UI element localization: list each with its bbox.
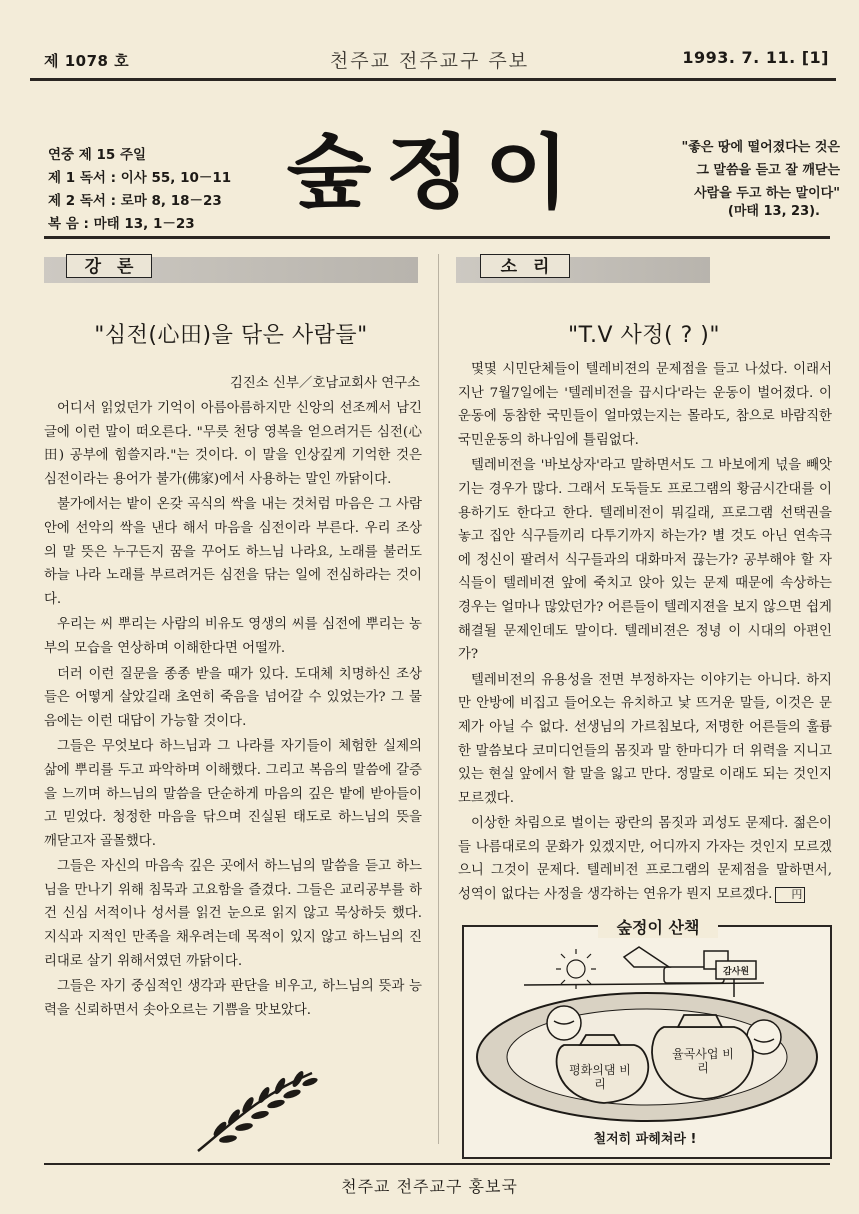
footer-publisher: 천주교 전주교구 홍보국 [341,1177,518,1196]
cartoon-frame [462,925,832,1159]
column-divider [438,254,439,1144]
masthead-rule [44,236,830,239]
footer-rule [44,1163,830,1165]
lecture-byline: 김진소 신부／호남교회사 연구소 [229,376,420,391]
masthead-title: 숲정이 [286,125,584,220]
sun-icon [556,949,596,989]
motto-line-3: 사람을 두고 하는 말이다" [694,186,840,201]
excavator-icon [624,947,728,983]
end-mark: 円 [775,887,805,903]
readings-block [48,144,231,236]
figure-left-icon [547,1006,581,1040]
voice-paragraph: 텔레비전의 유용성을 전면 부정하자는 이야기는 아니다. 하지만 안방에 비집고 들어오는 유치하고 낯 뜨거운 말들, 이것은 문제가 아닐 수 없다. 선생님의 가르침보다, 저명한 어른들의 훌륭한 말씀보다 코미디언들의 몸짓과 말 한마디가 더 위력을 지니고 있는 현실 앞에서 할 말을 잃고 만다. 정말로 이래도 되는 것인지 모르겠다. [458,672,832,806]
header-rule [30,78,836,81]
voice-paragraph: 몇몇 시민단체들이 텔레비젼의 문제점을 들고 나섰다. 이래서 지난 7월7일에는 '텔레비전을 끕시다'라는 운동이 벌어졌다. 이 운동에 동참한 국민들이 얼마였는지는 몰라도, 참으로 바람직한 국민운동의 하나임에 틀림없다. [458,362,832,448]
lecture-paragraph: 더러 이런 질문을 종종 받을 때가 있다. 도대체 치명하신 조상들은 어떻게 살았길래 초연히 죽음을 넘어갈 수 있었는가? 그 물음에는 이런 대답이 가능할 것이다. [44,666,422,729]
lecture-paragraph: 어디서 읽었던가 기억이 아름아름하지만 신앙의 선조께서 남긴 글에 이런 말이 떠오른다. "무릇 천당 영복을 얻으려거든 심전(心田) 공부에 힘쓸지라."는 것이다. 이 말을 인상깊게 기억한 것은 심전이라는 용어가 불가(佛家)에서 사용하는 말인 까닭이다. [44,401,422,487]
lecture-paragraph: 불가에서는 밭이 온갖 곡식의 싹을 내는 것처럼 마음은 그 사람 안에 선악의 싹을 낸다 해서 마음을 심전이라 부른다. 우리 조상의 말 뜻은 누구든지 꿈을 꾸어도 하느님 나라요, 노래를 불러도 하늘 나라 노래를 부르려거든 심전을 닦는 일에 전심하라는 것이다. [44,497,422,607]
voice-paragraph: 텔레비전을 '바보상자'라고 말하면서도 그 바보에게 넋을 빼앗기는 경우가 많다. 그래서 도둑들도 프로그램의 황금시간대를 이용하기도 한다고 한다. 텔레비전이 뭐길래, 프로그램 선택권을 놓고 집안 식구들끼리 다투기까지 하는가? 별 것도 아닌 연속극에 정신이 팔려서 식구들과의 대화마저 끊는가? 공부해야 할 자식들이 텔레비젼 앞에 죽치고 앉아 있는 문제 때문에 속상하는 경우는 얼마나 많았던가? 어른들이 텔레지젼을 보지 않으면 쉽게 해결될 문제인데도 말이다. 텔레비젼은 정녕 이 시대의 아편인가? [458,458,832,663]
issue-date: 1993. 7. 11. [1] [682,48,829,67]
cartoon-title: 숲정이 산책 [598,915,718,938]
motto-line-2: 그 말씀을 듣고 잘 깨닫는 [696,163,840,178]
motto-line-1: "좋은 땅에 떨어졌다는 것은 [681,140,840,155]
lecture-body [44,397,422,1022]
first-reading: 제 1 독서 : 이사 55, 10－11 [48,170,232,186]
voice-last-paragraph-text: 이상한 차림으로 벌이는 광란의 몸짓과 괴성도 문제다. 젊은이들 나름대로의 문화가 있겠지만, 어디까지 가자는 것인지 모르겠으니 그것이 문제다. 텔레비전 프로그램의 문제점을 말하면서, 성역이 없다는 사정을 생각하는 연유가 뭔지 모르겠다. [458,816,832,903]
cartoon-caption: 철저히 파헤쳐라 ! [593,1132,697,1147]
gospel-reading: 복 음 : 마태 13, 1－23 [48,216,195,232]
lecture-paragraph: 그들은 자기 중심적인 생각과 판단을 비우고, 하느님의 뜻과 능력을 신뢰하면서 솟아오르는 기쁨을 맛보았다. [44,979,422,1018]
lecture-paragraph: 그들은 자신의 마음속 깊은 곳에서 하느님의 말씀을 듣고 하느님을 만나기 위해 침묵과 고요함을 즐겼다. 그들은 교리공부를 하건 신심 서적이나 성서를 읽건 눈으로 읽지 않고 묵상하듯 했다. 지식과 지적인 만족을 채우려는데 목적이 있지 않고 하느님의 진리대로 살기 위해서였던 까닭이다. [44,859,422,969]
voice-body [458,358,832,907]
voice-headline: "T.V 사정( ? )" [568,323,720,348]
motto-quote [620,136,840,205]
paper-name: 천주교 전주교구 주보 [329,50,530,72]
liturgical-season: 연중 제 15 주일 [48,147,147,163]
lecture-paragraph: 그들은 무엇보다 하느님과 그 나라를 자기들이 체험한 실제의 삶에 뿌리를 두고 파악하며 이해했다. 그리고 복음의 말씀에 갈증을 느끼며 하느님의 말씀을 단순하게 마음의 깊은 밭에 받아들이고 믿었다. 청정한 마음을 닦으며 진실된 태도로 하느님의 뜻을 깨닫고자 골몰했다. [44,739,422,849]
lecture-paragraph: 우리는 씨 뿌리는 사람의 비유도 영생의 씨를 심전에 뿌리는 농부의 모습을 연상하며 이해한다면 어떨까. [44,617,422,656]
issue-number: 제 1078 호 [44,52,130,70]
cartoon-bag-right-label: 율곡사업 비리 [672,1047,734,1075]
cartoon-bag-left-label: 평화의댐 비리 [569,1063,631,1091]
cartoon-sign-text: 감사원 [722,967,750,977]
lecture-tag: 강론 [66,254,152,278]
wheat-ornament-icon [190,1055,320,1159]
lecture-headline: "심전(心田)을 닦은 사람들" [94,323,368,348]
motto-reference: (마태 13, 23). [727,204,820,219]
voice-paragraph [458,812,832,906]
voice-tag: 소리 [480,254,570,278]
second-reading: 제 2 독서 : 로마 8, 18－23 [48,193,222,209]
